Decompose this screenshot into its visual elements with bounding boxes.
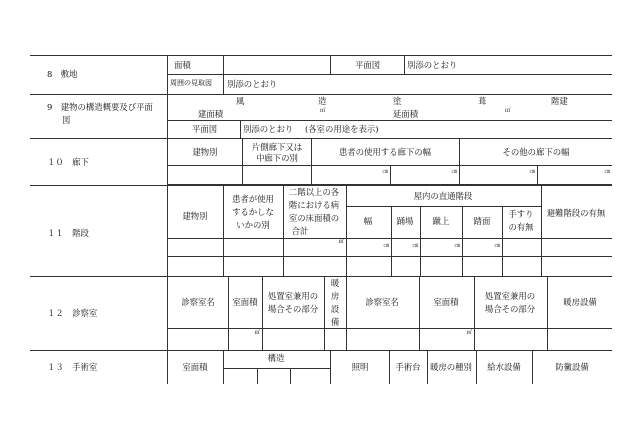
corridor-building-header: 建物別 [192,147,218,157]
rule [330,55,331,74]
surgery-table-header: 手術台 [395,362,421,372]
site-plan-label: 平面図 [355,60,381,70]
rule [30,185,612,186]
stairs-indoor-header: 屋内の直通階段 [413,191,473,201]
surgery-area-header: 室面積 [182,362,208,372]
stairs-ward-header-2: 階における病 [288,200,340,210]
exam-heating-header-2: 暖房設備 [563,297,597,307]
stairs-riser-header: 蹴上 [432,216,450,226]
site-area-label: 面積 [174,60,191,70]
rule [242,138,243,185]
rule [30,350,612,351]
structure-fuki: 葺 [478,96,487,106]
exam-heating-header: 備 [330,317,340,327]
corridor-unit: ㎝ [382,169,388,175]
rule [474,276,475,350]
exam-combined-header-2-2: 場合その部分 [484,304,536,314]
stairs-unit: ㎝ [412,243,418,249]
stairs-unit: ㎝ [494,243,500,249]
stairs-tread-header: 踏面 [473,216,491,226]
rule [420,206,421,276]
corridor-side-header-1: 片側廊下又は [251,142,303,152]
corridor-unit: ㎝ [451,169,457,175]
rule [476,350,477,384]
rule [223,55,224,94]
exam-room-name-header-2: 診察室名 [365,297,399,307]
section-11-label: １１ 階段 [47,228,89,238]
rule [547,276,548,350]
corridor-side-header-2: 中廊下の別 [256,153,298,163]
stairs-building-header: 建物別 [182,211,208,221]
structure-zou: 造 [318,96,327,106]
rule [404,55,405,74]
building-plan-label: 平面図 [192,124,218,134]
exam-combined-header-1: 処置室兼用の [267,291,319,301]
exam-combined-header-2: 場合その部分 [267,304,319,314]
stairs-width-header: 幅 [363,216,373,226]
rule [324,276,325,350]
exam-heating-header: 暖 [330,278,340,288]
rule [391,206,392,276]
corridor-patient-header: 患者の使用する廊下の幅 [338,147,432,157]
surgery-heating-header: 暖房の種別 [430,362,472,372]
section-8-label: 8 敷地 [47,69,78,79]
rule [30,276,612,277]
exam-room-area-header-2: 室面積 [433,297,459,307]
rule [427,350,428,384]
rule [537,165,538,185]
stairs-unit: ㎝ [454,243,460,249]
building-plan-value: 別添のとおり [243,124,294,134]
structure-kai: 階建 [551,96,568,106]
rule [167,238,612,239]
rule [419,276,420,350]
section-9-label: 9 建物の構造概要及び平面 [47,102,153,112]
rule [462,206,463,276]
exam-area-unit-2: ㎡ [466,330,472,336]
rule [167,74,612,75]
rule [389,350,390,384]
rule [167,120,612,121]
corridor-unit: ㎝ [604,169,610,175]
surroundings-value: 別添のとおり [227,79,278,89]
stairs-ward-header-3: 室の床面積の [288,213,340,223]
rule [30,138,612,139]
exam-area-unit: ㎡ [254,330,260,336]
exam-room-name-header: 診察室名 [181,297,215,307]
rule [223,368,330,369]
rule [459,138,460,185]
rule [167,55,168,384]
rule [541,185,542,276]
rule [257,368,258,384]
rule [223,185,224,276]
section-12-label: １２ 診察室 [47,308,98,318]
stairs-patient-header-1: 患者が使用 [232,194,274,204]
stairs-area-unit: ㎡ [338,239,344,245]
building-area-unit: ㎡ [320,108,326,114]
rule [346,206,541,207]
building-plan-note: (各室の用途を表示) [305,124,379,134]
rule [346,276,347,350]
surgery-moth-header: 防黴設備 [555,362,589,372]
stairs-ward-header-1: 二階以上の各 [288,187,340,197]
stairs-evac-header: 避難階段の有無 [546,208,606,218]
stairs-patient-header-2: するかしな [232,207,274,217]
surroundings-label: 周囲の見取図 [170,79,212,87]
rule [330,350,331,384]
rule [311,138,312,185]
rule [228,276,229,350]
surgery-structure-header: 構造 [267,353,285,363]
exam-combined-header-2-1: 処置室兼用の [484,291,536,301]
rule [290,368,291,384]
stairs-rail-header-1: 手すり [508,209,534,219]
stairs-landing-header: 踊場 [396,216,414,226]
rule [167,328,612,329]
stairs-ward-header-4: 合計 [291,226,309,236]
rule [390,165,391,185]
exam-heating-header: 設 [330,304,340,314]
stairs-rail-header-2: の有無 [508,222,534,232]
rule [30,94,612,95]
floor-area-unit: ㎡ [505,108,511,114]
section-13-label: １３ 手術室 [47,362,98,372]
stairs-patient-header-3: いかの別 [236,220,270,230]
rule [532,350,533,384]
stairs-unit: ㎝ [383,243,389,249]
structure-kaze: 風 [236,96,245,106]
section-9-label-cont: 図 [62,115,71,125]
section-10-label: １０ 廊下 [47,157,89,167]
corridor-other-header: その他の廊下の幅 [502,147,570,157]
rule [30,55,612,56]
rule [283,185,284,276]
exam-heating-header: 房 [330,291,340,301]
corridor-unit: ㎝ [529,169,535,175]
surgery-light-header: 照明 [351,362,369,372]
exam-room-area-header: 室面積 [232,297,258,307]
rule [223,350,224,384]
rule [262,276,263,350]
building-area-label: 建面積 [198,109,224,119]
rule [346,185,347,276]
rule [240,120,241,138]
surgery-water-header: 給水設備 [487,362,521,372]
structure-nuri: 塗 [393,96,402,106]
rule [167,256,612,257]
floor-area-label: 延面積 [393,109,419,119]
rule [502,206,503,276]
site-plan-value: 別添のとおり [407,60,458,70]
